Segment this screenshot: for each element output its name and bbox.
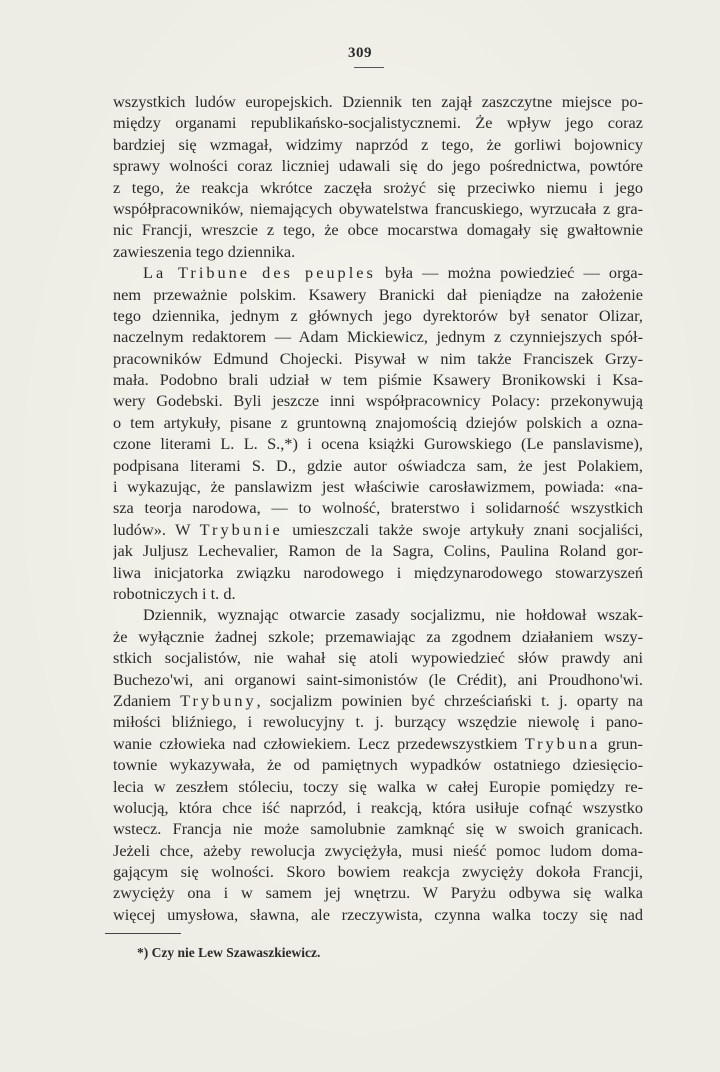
text-line: między organami republikańsko-socjalistycznemi. Że wpływ jego coraz [113, 113, 643, 133]
body-text [113, 91, 643, 925]
text-line: zwycięży ona i w samem jej wnętrzu. W Paryżu odbywa się walka [113, 883, 643, 903]
text-line: sza teorja narodowa, — to wolność, braterstwo i solidarność wszystkich [113, 498, 643, 518]
text-line: townie wykazywała, że od pamiętnych wypadków ostatniego dziesięcio- [113, 755, 643, 775]
text-segment: wanie człowieka nad człowiekiem. Lecz przedewszystkiem [113, 733, 525, 753]
text-segment: Zdaniem [113, 690, 181, 710]
text-segment: była — można powiedzieć — orga- [375, 263, 643, 283]
text-line: czone literami L. L. S.,*) i ocena książki Gurowskiego (Le panslavisme), [113, 434, 643, 454]
text-line [113, 733, 643, 754]
page-number-rule [354, 67, 384, 68]
text-line: miłości bliźniego, i rewolucyjny t. j. burzący wszędzie niewolę i pano- [113, 712, 643, 732]
text-line: wstecz. Francja nie może samolubnie zamknąć się w swoich granicach. [113, 819, 643, 839]
text-line: wolucją, która chce iść naprzód, i reakcją, która usiłuje cofnąć wszystko [113, 797, 643, 817]
text-line: z tego, że reakcja wkrótce zaczęła srożyć się przeciwko niemu i jego [113, 177, 643, 197]
text-line: wszystkich ludów europejskich. Dziennik ten zajął zaszczytne miejsce po- [113, 92, 643, 111]
text-line: stkich socjalistów, nie wahał się atoli wypowiedzieć słów prawdy ani [113, 648, 643, 668]
text-line: mała. Podobno brali udział w tem piśmie Ksawery Bronikowski i Ksa- [113, 370, 643, 390]
text-line: gającym się wolności. Skoro bowiem reakcja zwycięży dokoła Francji, [113, 862, 643, 882]
text-line: zawieszenia tego dziennika. [113, 241, 296, 261]
spaced-title: La Tribune des peuples [143, 263, 376, 283]
text-line: lecia w zeszłem stóleciu, toczy się walka w całej Europie pomiędzy re- [113, 776, 643, 796]
footnote: *) Czy nie Lew Szawaszkiewicz. [137, 945, 321, 960]
text-line: Dziennik, wyznając otwarcie zasady socjalizmu, nie hołdował wszak- [143, 605, 643, 625]
text-line: że wyłącznie żadnej szkole; przemawiając za zgodnem działaniem wszy- [113, 626, 643, 646]
text-line: robotniczych i t. d. [113, 583, 236, 603]
text-line: podpisana literami S. D., gdzie autor oświadcza sam, że jest Polakiem, [113, 455, 643, 475]
text-segment: , socjalizm powinien być chrześciański t. j. oparty na [256, 690, 643, 710]
text-line: naczelnym redaktorem — Adam Mickiewicz, jednym z czynniejszych spół- [113, 327, 643, 347]
text-line: Buchezo'wi, ani organowi saint-simonistów (le Crédit), ani Proudhono'wi. [113, 669, 643, 689]
text-line: o tem artykuły, pisane z gruntowną znajomością dziejów polskich a ozna- [113, 412, 643, 432]
page-number: 309 [348, 45, 372, 61]
text-line: liwa inicjatorka związku narodowego i międzynarodowego stowarzyszeń [113, 562, 643, 582]
text-line: bardziej się wzmagał, widzimy naprzód z tego, że gorliwi bojownicy [113, 134, 643, 154]
text-line: i wykazując, że panslawizm jest właściwie carosławizmem, powiada: «na- [113, 477, 643, 497]
text-line: tego dziennika, jednym z głównych jego dyrektorów był senator Olizar, [113, 305, 643, 325]
spaced-title: Trybuna [524, 733, 601, 753]
text-line: jak Juljusz Lechevalier, Ramon de la Sagra, Colins, Paulina Roland gor- [113, 541, 643, 561]
text-line: więcej umysłowa, sławna, ale rzeczywista, czynna walka toczy się nad [113, 904, 643, 924]
spaced-title: Trybunie [199, 519, 283, 539]
text-line: nic Francji, wreszcie z tego, że obce mocarstwa domagały się gwałtownie [113, 220, 643, 240]
text-line: współpracowników, niemających obywatelstwa francuskiego, wyrzucała z gra- [113, 198, 643, 218]
text-line: pracowników Edmund Chojecki. Pisywał w nim także Franciszek Grzy- [113, 348, 643, 368]
text-line [113, 690, 643, 711]
text-line: nem przeważnie polskim. Ksawery Branicki dał pieniądze na założenie [113, 284, 643, 304]
text-segment: ludów». W [113, 519, 200, 539]
text-line: wery Godebski. Byli jeszcze inni współpracownicy Polacy: przekonywują [113, 391, 643, 411]
text-line [113, 262, 643, 283]
text-line: Jeżeli chce, ażeby rewolucja zwyciężyła, musi nieść pomoc ludom doma- [113, 840, 643, 860]
footnote-separator [105, 933, 181, 934]
text-line [113, 519, 643, 540]
text-segment: grun- [600, 733, 643, 753]
text-line: sprawy wolności coraz liczniej udawali się do jego pośrednictwa, powtóre [113, 156, 643, 176]
spaced-title: Trybuny [180, 690, 257, 710]
text-segment: umieszczali także swoje artykuły znani socjaliści, [282, 519, 643, 539]
